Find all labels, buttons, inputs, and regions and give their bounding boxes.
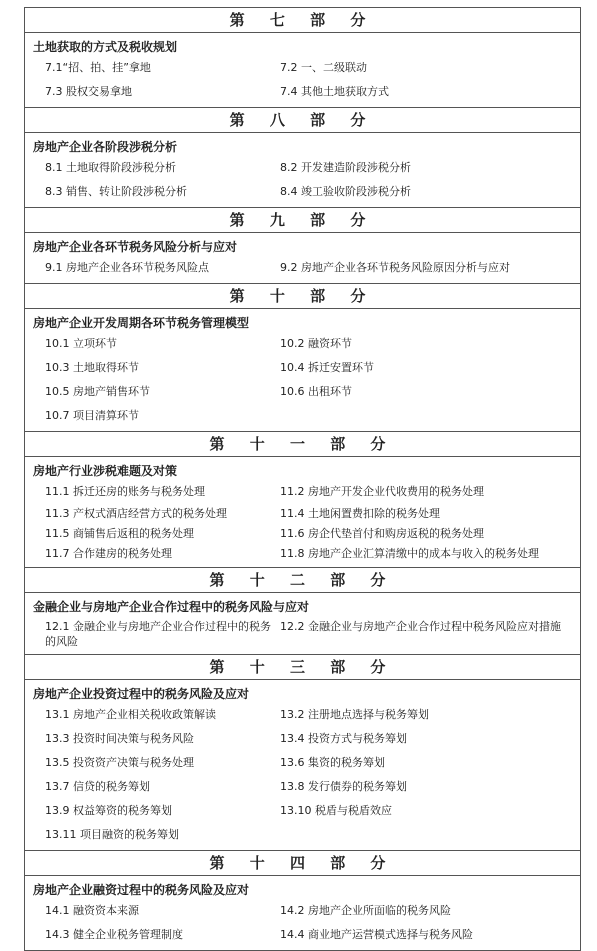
item-7-1: 7.1“招、拍、挂”拿地: [45, 61, 151, 74]
item-7-2: 7.2 一、二级联动: [280, 61, 367, 74]
item-10-6: 10.6 出租环节: [280, 385, 352, 398]
item-11-2: 11.2 房地产开发企业代收费用的税务处理: [280, 485, 484, 498]
item-11-6: 11.6 房企代垫首付和购房返税的税务处理: [280, 527, 484, 540]
item-14-4: 14.4 商业地产运营模式选择与税务风险: [280, 928, 473, 941]
document-table: [24, 7, 581, 951]
list-item: [25, 799, 580, 823]
part-8-title: 第 八 部 分: [25, 108, 580, 133]
item-9-2: 9.2 房地产企业各环节税务风险原因分析与应对: [280, 261, 510, 274]
item-13-3: 13.3 投资时间决策与税务风险: [45, 732, 194, 745]
list-item: [25, 727, 580, 751]
item-9-1: 9.1 房地产企业各环节税务风险点: [45, 261, 209, 274]
item-11-5: 11.5 商铺售后返租的税务处理: [45, 527, 194, 540]
item-12-1: 12.1 金融企业与房地产企业合作过程中的税务的风险: [45, 620, 271, 648]
part-7-subject: 土地获取的方式及税收规划: [33, 40, 178, 54]
part-13-title: 第 十 三 部 分: [25, 655, 580, 680]
list-item: [25, 775, 580, 799]
list-item: [25, 380, 580, 404]
list-item: [25, 332, 580, 356]
item-10-7: 10.7 项目清算环节: [45, 409, 139, 422]
list-item: [25, 256, 580, 280]
part-8-subject: 房地产企业各阶段涉税分析: [33, 140, 178, 154]
part-7-title: 第 七 部 分: [25, 8, 580, 33]
part-14-body: [25, 876, 580, 950]
item-13-4: 13.4 投资方式与税务筹划: [280, 732, 407, 745]
list-item: [25, 899, 580, 923]
item-13-8: 13.8 发行债券的税务筹划: [280, 780, 407, 793]
item-11-4: 11.4 土地闲置费扣除的税务处理: [280, 507, 440, 520]
item-11-3: 11.3 产权式酒店经营方式的税务处理: [45, 507, 227, 520]
item-8-2: 8.2 开发建造阶段涉税分析: [280, 161, 411, 174]
item-11-7: 11.7 合作建房的税务处理: [45, 547, 172, 560]
item-11-8: 11.8 房地产企业汇算清缴中的成本与收入的税务处理: [280, 547, 539, 560]
list-item: [25, 751, 580, 775]
part-9-title: 第 九 部 分: [25, 208, 580, 233]
list-item: [25, 356, 580, 380]
list-item: [25, 80, 580, 104]
list-item: [25, 180, 580, 204]
list-item: [25, 823, 580, 847]
part-12-title: 第 十 二 部 分: [25, 568, 580, 593]
list-item: [25, 404, 580, 428]
list-item: [25, 56, 580, 80]
list-item: [25, 524, 580, 544]
list-item: [25, 923, 580, 947]
part-9-body: [25, 233, 580, 284]
item-11-1: 11.1 拆迁还房的账务与税务处理: [45, 485, 205, 498]
part-11-subject: 房地产行业涉税难题及对策: [33, 464, 178, 478]
item-13-11: 13.11 项目融资的税务筹划: [45, 828, 179, 841]
item-10-1: 10.1 立项环节: [45, 337, 117, 350]
item-8-1: 8.1 土地取得阶段涉税分析: [45, 161, 176, 174]
item-13-9: 13.9 权益筹资的税务筹划: [45, 804, 172, 817]
item-10-3: 10.3 土地取得环节: [45, 361, 139, 374]
list-item: [25, 504, 580, 524]
part-8-body: [25, 133, 580, 208]
item-10-2: 10.2 融资环节: [280, 337, 352, 350]
part-13-body: [25, 680, 580, 851]
item-14-3: 14.3 健全企业税务管理制度: [45, 928, 183, 941]
item-13-2: 13.2 注册地点选择与税务筹划: [280, 708, 429, 721]
item-13-7: 13.7 信贷的税务筹划: [45, 780, 150, 793]
part-14-title: 第 十 四 部 分: [25, 851, 580, 876]
item-14-1: 14.1 融资资本来源: [45, 904, 139, 917]
item-13-5: 13.5 投资资产决策与税务处理: [45, 756, 194, 769]
item-13-1: 13.1 房地产企业相关税收政策解读: [45, 708, 216, 721]
part-7-body: [25, 33, 580, 108]
part-12-subject: 金融企业与房地产企业合作过程中的税务风险与应对: [33, 600, 310, 614]
item-8-3: 8.3 销售、转让阶段涉税分析: [45, 185, 187, 198]
part-12-body: [25, 593, 580, 655]
part-9-subject: 房地产企业各环节税务风险分析与应对: [33, 240, 238, 254]
item-7-3: 7.3 股权交易拿地: [45, 85, 132, 98]
item-7-4: 7.4 其他土地获取方式: [280, 85, 389, 98]
part-10-subject: 房地产企业开发周期各环节税务管理模型: [33, 316, 250, 330]
part-10-body: [25, 309, 580, 432]
item-10-empty: [280, 404, 580, 428]
list-item: [25, 156, 580, 180]
part-11-title: 第 十 一 部 分: [25, 432, 580, 457]
list-item: [25, 616, 580, 651]
part-11-body: [25, 457, 580, 568]
item-13-10: 13.10 税盾与税盾效应: [280, 804, 392, 817]
item-13-6: 13.6 集资的税务筹划: [280, 756, 385, 769]
list-item: [25, 480, 580, 504]
list-item: [25, 703, 580, 727]
item-12-2: 12.2 金融企业与房地产企业合作过程中税务风险应对措施: [280, 620, 561, 633]
item-10-4: 10.4 拆迁安置环节: [280, 361, 374, 374]
list-item: [25, 544, 580, 564]
item-13-empty: [280, 823, 580, 847]
part-14-subject: 房地产企业融资过程中的税务风险及应对: [33, 883, 250, 897]
part-10-title: 第 十 部 分: [25, 284, 580, 309]
item-14-2: 14.2 房地产企业所面临的税务风险: [280, 904, 451, 917]
part-13-subject: 房地产企业投资过程中的税务风险及应对: [33, 687, 250, 701]
item-8-4: 8.4 竣工验收阶段涉税分析: [280, 185, 411, 198]
item-10-5: 10.5 房地产销售环节: [45, 385, 150, 398]
